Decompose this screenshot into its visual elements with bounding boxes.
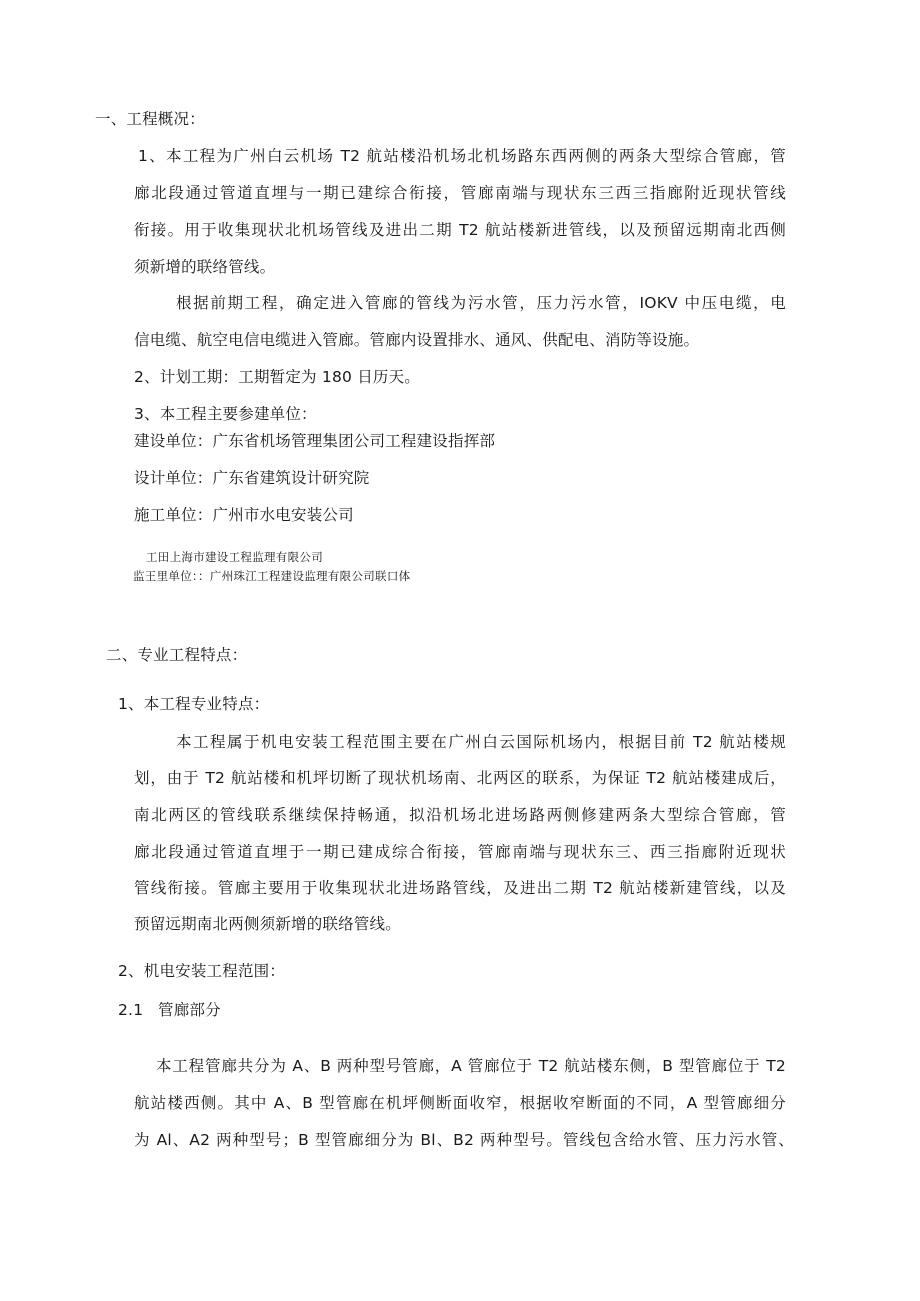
- section2-item1-line2: 划，由于 T2 航站楼和机坪切断了现状机场南、北两区的联系，为保证 T2 航站楼建成后，: [134, 769, 786, 787]
- supervisor-line2: 监王里单位：：广州珠江工程建设监理有限公司联口体: [133, 569, 411, 583]
- subsection-2-1-number: 2.1: [118, 1001, 144, 1019]
- section2-item1-line1: 本工程属于机电安装工程范围主要在广州白云国际机场内，根据目前 T2 航站楼规: [176, 733, 786, 751]
- section1-item2: 2、计划工期：工期暂定为 180 日历天。: [134, 368, 421, 386]
- section1-item1-line3: 衔接。用于收集现状北机场管线及进出二期 T2 航站楼新进管线，以及预留远期南北西侧: [134, 221, 786, 239]
- builder-unit: 建设单位：广东省机场管理集团公司工程建设指挥部: [134, 432, 496, 450]
- section1-heading: 一、工程概况：: [95, 110, 205, 128]
- subsection-2-1-title: 管廊部分: [158, 1001, 221, 1019]
- subsection-2-1-line1: 本工程管廊共分为 A、B 两种型号管廊，A 管廊位于 T2 航站楼东侧，B 型管廊位于 T2: [156, 1057, 786, 1075]
- subsection-2-1-line2: 航站楼西侧。其中 A、B 型管廊在机坪侧断面收窄，根据收窄断面的不同，A 型管廊细分: [134, 1094, 786, 1112]
- section2-heading: 二、专业工程特点：: [106, 646, 248, 664]
- section2-item1-line4: 廊北段通过管道直埋于一期已建成综合衔接，管廊南端与现状东三、西三指廊附近现状: [134, 843, 786, 861]
- section1-item3: 3、本工程主要参建单位：: [134, 405, 317, 423]
- subsection-2-1-line3: 为 Al、A2 两种型号；B 型管廊细分为 Bl、B2 两种型号。管线包含给水管、压力污水管、: [134, 1131, 794, 1149]
- section2-item1-line3: 南北两区的管线联系继续保持畅通，拟沿机场北进场路两侧修建两条大型综合管廊，管: [134, 806, 786, 824]
- section2-item1: 1、本工程专业特点：: [118, 695, 270, 713]
- section2-item1-line6: 预留远期南北两侧须新增的联络管线。: [134, 915, 401, 933]
- section1-item1-line1: 1、本工程为广州白云机场 T2 航站楼沿机场北机场路东西两侧的两条大型综合管廊，管: [138, 147, 786, 165]
- section1-para2-line2: 信电缆、航空电信电缆进入管廊。管廊内设置排水、通风、供配电、消防等设施。: [134, 331, 700, 349]
- section1-item1-line2: 廊北段通过管道直埋与一期已建综合衔接，管廊南端与现状东三西三指廊附近现状管线: [134, 184, 786, 202]
- section2-item1-line5: 管线衔接。管廊主要用于收集现状北进场路管线，及进出二期 T2 航站楼新建管线，以及: [134, 879, 786, 897]
- construction-unit: 施工单位：广州市水电安装公司: [134, 506, 354, 524]
- design-unit: 设计单位：广东省建筑设计研究院: [134, 469, 370, 487]
- section1-para2-line1: 根据前期工程，确定进入管廊的管线为污水管，压力污水管，IOKV 中压电缆，电: [176, 294, 786, 312]
- supervisor-line1: 工田上海市建设工程监理有限公司: [146, 550, 323, 564]
- section1-item1-line4: 须新增的联络管线。: [134, 258, 276, 276]
- section2-item2: 2、机电安装工程范围：: [118, 962, 286, 980]
